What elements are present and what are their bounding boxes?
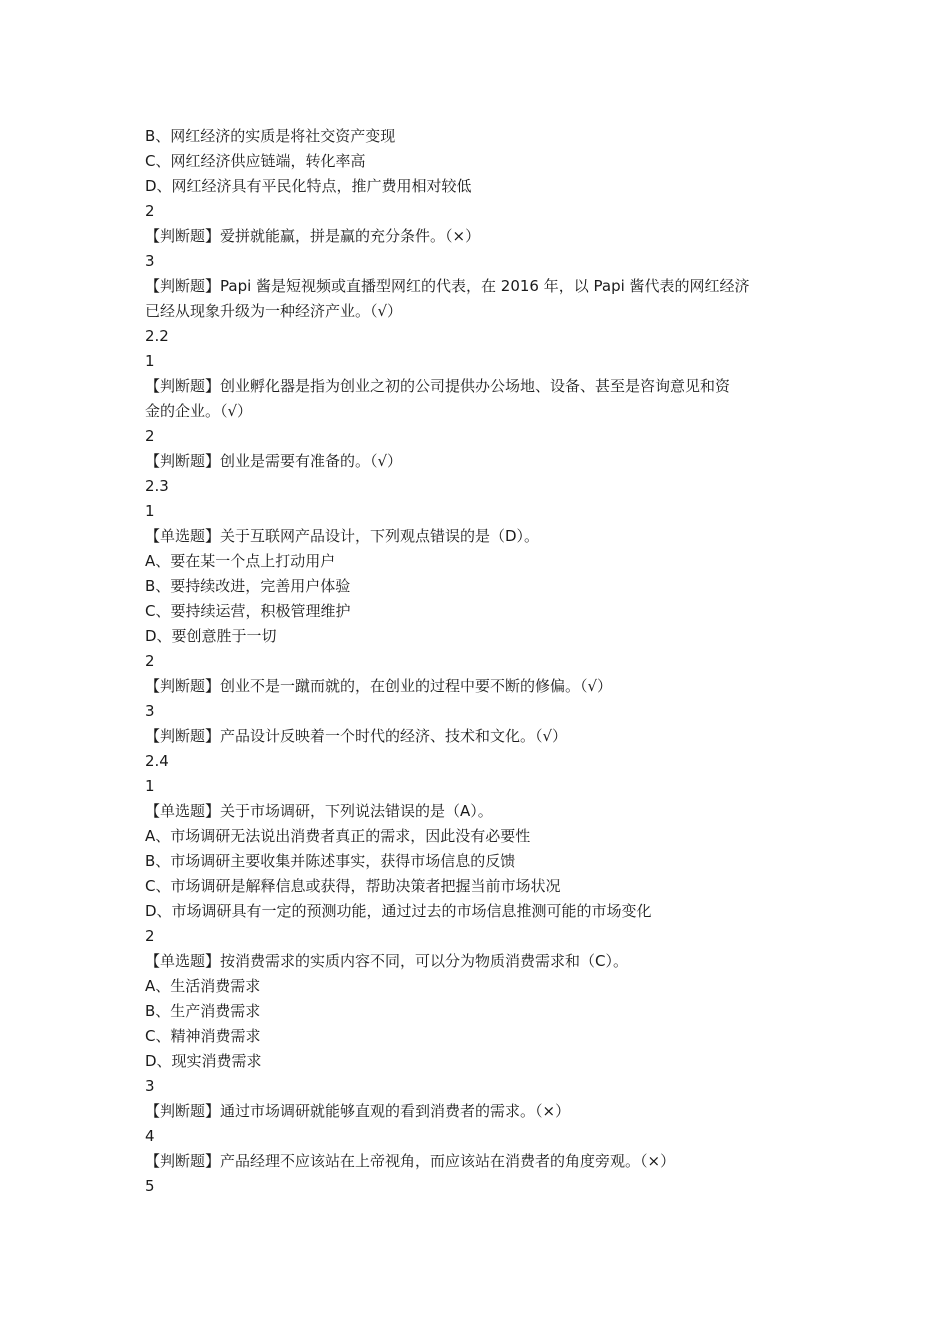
answer-option: C、市场调研是解释信息或获得，帮助决策者把握当前市场状况 <box>145 877 561 895</box>
question-number: 2 <box>145 202 155 220</box>
question-number: 2 <box>145 927 155 945</box>
answer-option: A、市场调研无法说出消费者真正的需求，因此没有必要性 <box>145 827 531 845</box>
question-text: 【单选题】按消费需求的实质内容不同，可以分为物质消费需求和（C）。 <box>145 952 628 970</box>
question-text: 【判断题】创业不是一蹴而就的，在创业的过程中要不断的修偏。（√） <box>145 677 613 695</box>
answer-option: A、生活消费需求 <box>145 977 261 995</box>
question-text: 已经从现象升级为一种经济产业。（√） <box>145 302 403 320</box>
text-line: B、网红经济的实质是将社交资产变现 <box>145 127 396 145</box>
text-line: C、网红经济供应链端，转化率高 <box>145 152 366 170</box>
question-text: 【判断题】产品经理不应该站在上帝视角，而应该站在消费者的角度旁观。（×） <box>145 1152 676 1170</box>
question-number: 3 <box>145 1077 155 1095</box>
question-number: 1 <box>145 352 155 370</box>
question-text: 【判断题】Papi 酱是短视频或直播型网红的代表，在 2016 年，以 Papi 酱代表的网红经济 <box>145 277 750 295</box>
question-number: 1 <box>145 502 155 520</box>
question-text: 【判断题】创业是需要有准备的。（√） <box>145 452 403 470</box>
answer-option: A、要在某一个点上打动用户 <box>145 552 336 570</box>
answer-option: B、要持续改进，完善用户体验 <box>145 577 351 595</box>
section-number: 2.2 <box>145 327 169 345</box>
section-number: 2.3 <box>145 477 169 495</box>
question-number: 2 <box>145 427 155 445</box>
answer-option: C、精神消费需求 <box>145 1027 261 1045</box>
question-number: 4 <box>145 1127 155 1145</box>
question-number: 5 <box>145 1177 155 1195</box>
question-text: 【判断题】创业孵化器是指为创业之初的公司提供办公场地、设备、甚至是咨询意见和资 <box>145 377 731 395</box>
question-text: 【判断题】通过市场调研就能够直观的看到消费者的需求。（×） <box>145 1102 571 1120</box>
question-text: 【判断题】产品设计反映着一个时代的经济、技术和文化。（√） <box>145 727 568 745</box>
question-text: 【单选题】关于互联网产品设计，下列观点错误的是（D）。 <box>145 527 540 545</box>
answer-option: B、市场调研主要收集并陈述事实，获得市场信息的反馈 <box>145 852 516 870</box>
question-number: 2 <box>145 652 155 670</box>
question-number: 1 <box>145 777 155 795</box>
text-line: D、网红经济具有平民化特点，推广费用相对较低 <box>145 177 472 195</box>
question-text: 【单选题】关于市场调研，下列说法错误的是（A）。 <box>145 802 493 820</box>
question-number: 3 <box>145 702 155 720</box>
question-text: 金的企业。（√） <box>145 402 253 420</box>
question-text: 【判断题】爱拼就能赢，拼是赢的充分条件。（×） <box>145 227 481 245</box>
answer-option: B、生产消费需求 <box>145 1002 261 1020</box>
answer-option: D、要创意胜于一切 <box>145 627 277 645</box>
document-page <box>145 124 815 1199</box>
question-number: 3 <box>145 252 155 270</box>
section-number: 2.4 <box>145 752 169 770</box>
answer-option: D、现实消费需求 <box>145 1052 262 1070</box>
answer-option: C、要持续运营，积极管理维护 <box>145 602 351 620</box>
answer-option: D、市场调研具有一定的预测功能，通过过去的市场信息推测可能的市场变化 <box>145 902 652 920</box>
